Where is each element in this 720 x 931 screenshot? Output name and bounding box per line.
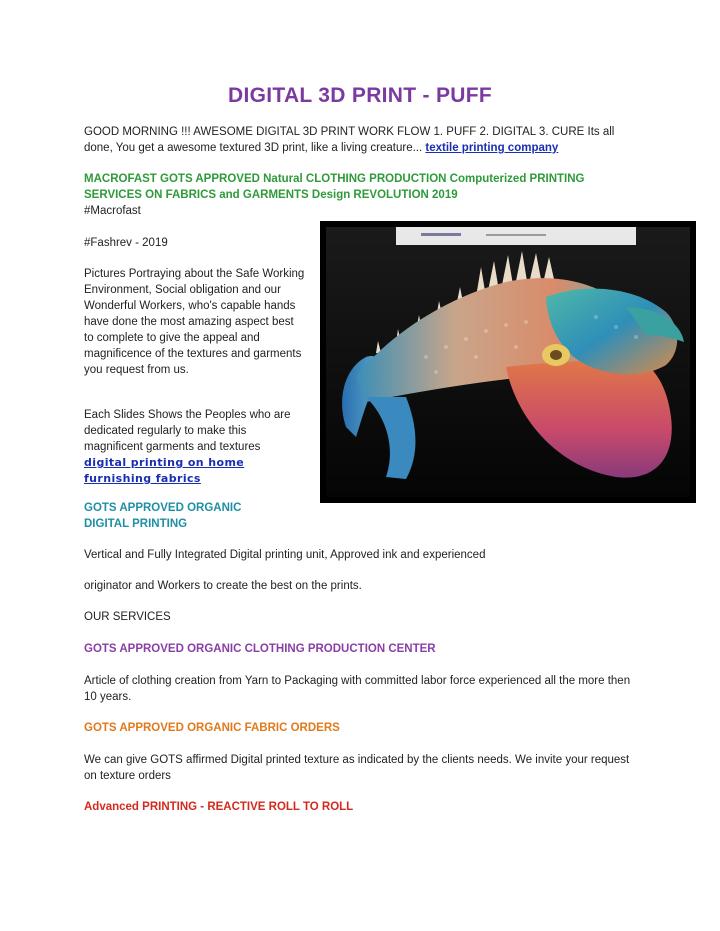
intro-text: GOOD MORNING !!! AWESOME DIGITAL 3D PRINT WORK FLOW 1. PUFF 2. DIGITAL 3. CURE Its all done, You get a awesome textured 3D print, like a living creature... xyxy=(84,126,615,154)
page-title: DIGITAL 3D PRINT - PUFF xyxy=(228,84,492,107)
fabric-orders-heading: GOTS APPROVED ORGANIC FABRIC ORDERS xyxy=(84,722,340,734)
reactive-heading: Advanced PRINTING - REACTIVE ROLL TO ROLL xyxy=(84,801,354,813)
slides-text: Each Slides Shows the Peoples who are dedicated regularly to make this magnificent garments and textures xyxy=(84,409,291,453)
intro-paragraph xyxy=(84,124,644,156)
vertical-paragraph: Vertical and Fully Integrated Digital printing unit, Approved ink and experienced xyxy=(84,549,486,561)
clothing-center-heading: GOTS APPROVED ORGANIC CLOTHING PRODUCTION CENTER xyxy=(84,643,436,655)
originator-paragraph: originator and Workers to create the best on the prints. xyxy=(84,580,362,592)
textile-printing-link[interactable]: textile printing company xyxy=(425,142,559,154)
organic-digital-heading: GOTS APPROVED ORGANIC DIGITAL PRINTING xyxy=(84,502,242,530)
hashtag-macrofast: #Macrofast xyxy=(84,205,141,217)
services-heading: OUR SERVICES xyxy=(84,611,171,623)
slides-paragraph xyxy=(84,407,306,487)
affirmed-paragraph: We can give GOTS affirmed Digital printed texture as indicated by the clients needs. We invite your request on texture orders xyxy=(84,754,630,782)
iguana-image xyxy=(326,227,690,497)
article-paragraph: Article of clothing creation from Yarn to Packaging with committed labor force experienced all the more then 10 years. xyxy=(84,675,631,703)
furnishing-fabrics-link[interactable]: digital printing on home furnishing fabrics xyxy=(84,456,245,485)
hashtag-fashrev: #Fashrev - 2019 xyxy=(84,237,168,249)
macrofast-heading: MACROFAST GOTS APPROVED Natural CLOTHING PRODUCTION Computerized PRINTING SERVICES ON FABRICS and GARMENTS Design REVOLUTION 2019 xyxy=(84,173,585,201)
pictures-paragraph: Pictures Portraying about the Safe Working Environment, Social obligation and our Wonderful Workers, who's capable hands have done the most amazing aspect best to complete to give the appeal and magnificence of the textures and garments you request from us. xyxy=(84,268,305,376)
iguana-photo xyxy=(320,221,696,503)
